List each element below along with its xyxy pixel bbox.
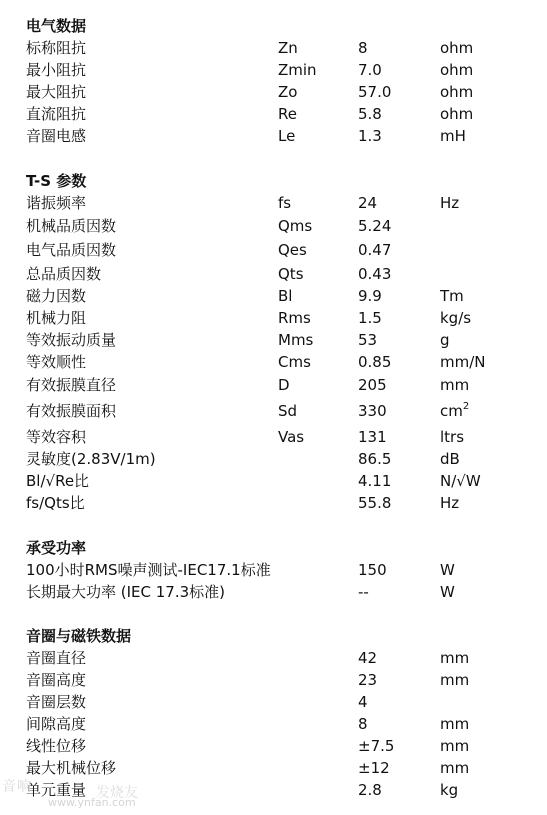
param-name: 单元重量 — [26, 781, 87, 799]
spec-row — [0, 757, 547, 779]
param-unit: mm — [440, 759, 470, 777]
spec-row — [0, 735, 547, 757]
spec-row — [0, 713, 547, 735]
param-unit: ohm — [440, 39, 474, 57]
param-unit: mH — [440, 127, 466, 145]
watermark-site: www.ynfan.com — [48, 796, 136, 809]
param-name: 机械力阻 — [26, 309, 87, 327]
param-name: 间隙高度 — [26, 715, 87, 733]
param-unit: N/√W — [440, 472, 481, 490]
unit-exponent: 2 — [462, 401, 470, 412]
param-symbol: Zo — [278, 83, 298, 101]
param-value: 55.8 — [358, 494, 392, 512]
spec-row — [0, 470, 547, 492]
param-symbol: Zn — [278, 39, 298, 57]
param-value: 330 — [358, 402, 387, 420]
param-unit: ohm — [440, 83, 474, 101]
param-value: 0.47 — [358, 241, 392, 259]
param-unit: kg/s — [440, 309, 472, 327]
param-symbol: Qms — [278, 217, 313, 235]
spec-row — [0, 492, 547, 514]
param-name: 等效容积 — [26, 428, 87, 446]
watermark-left: 音响 — [2, 779, 32, 795]
param-value: -- — [358, 583, 369, 601]
spec-row — [0, 426, 547, 448]
spec-row — [0, 581, 547, 603]
param-name: 磁力因数 — [26, 287, 87, 305]
param-unit: mm — [440, 649, 470, 667]
param-value: 205 — [358, 376, 387, 394]
param-name: 谐振频率 — [26, 194, 87, 212]
param-name: 长期最大功率 (IEC 17.3标准) — [26, 583, 226, 601]
param-value: 2.8 — [358, 781, 382, 799]
param-name: 总品质因数 — [26, 265, 102, 283]
watermark-right: 发烧友 — [96, 785, 138, 801]
spec-row — [0, 103, 547, 125]
param-name: 标称阻抗 — [26, 39, 87, 57]
param-name: 机械品质因数 — [26, 217, 117, 235]
param-value: 131 — [358, 428, 387, 446]
spec-row — [0, 81, 547, 103]
param-symbol: D — [278, 376, 290, 394]
param-value: 5.24 — [358, 217, 392, 235]
section-title-power: 承受功率 — [26, 539, 87, 557]
param-name: fs/Qts比 — [26, 494, 85, 512]
param-name: 等效顺性 — [26, 353, 87, 371]
param-unit: Hz — [440, 494, 460, 512]
param-name: Bl/√Re比 — [26, 472, 90, 490]
spec-row — [0, 559, 547, 581]
param-symbol: Rms — [278, 309, 311, 327]
param-name: 最大阻抗 — [26, 83, 87, 101]
param-name: 线性位移 — [26, 737, 87, 755]
param-name: 有效振膜面积 — [26, 402, 117, 420]
spec-row — [0, 263, 547, 285]
param-value: 5.8 — [358, 105, 382, 123]
param-unit: Tm — [440, 287, 464, 305]
param-symbol: Qes — [278, 241, 307, 259]
param-unit: ohm — [440, 105, 474, 123]
spec-row — [0, 647, 547, 669]
param-symbol: Zmin — [278, 61, 317, 79]
param-value: 7.0 — [358, 61, 382, 79]
param-value: 53 — [358, 331, 378, 349]
param-name: 有效振膜直径 — [26, 376, 117, 394]
param-unit-with-exponent — [440, 400, 469, 422]
param-value: 4 — [358, 693, 368, 711]
param-unit: mm/N — [440, 353, 486, 371]
spec-row — [0, 285, 547, 307]
param-value: 42 — [358, 649, 378, 667]
param-name: 电气品质因数 — [26, 241, 117, 259]
spec-row — [0, 307, 547, 329]
spec-row — [0, 669, 547, 691]
param-value: 9.9 — [358, 287, 382, 305]
param-unit: cm — [440, 402, 463, 420]
param-value: 1.3 — [358, 127, 382, 145]
section-title-ts: T-S 参数 — [26, 172, 87, 190]
param-value: 0.43 — [358, 265, 392, 283]
spec-row — [0, 691, 547, 713]
param-value: 24 — [358, 194, 378, 212]
param-symbol: Vas — [278, 428, 305, 446]
spec-row — [0, 374, 547, 396]
param-value: 23 — [358, 671, 378, 689]
spec-row — [0, 59, 547, 81]
param-symbol: Qts — [278, 265, 304, 283]
param-name: 100小时RMS噪声测试-IEC17.1标准 — [26, 561, 271, 579]
param-value: 4.11 — [358, 472, 392, 490]
param-unit: mm — [440, 737, 470, 755]
param-value: 1.5 — [358, 309, 382, 327]
param-value: ±12 — [358, 759, 390, 777]
spec-row — [0, 329, 547, 351]
param-symbol: Sd — [278, 402, 298, 420]
param-unit: mm — [440, 715, 470, 733]
param-name: 等效振动质量 — [26, 331, 117, 349]
param-unit: g — [440, 331, 450, 349]
param-unit: ltrs — [440, 428, 465, 446]
param-value: 8 — [358, 715, 368, 733]
param-symbol: Bl — [278, 287, 293, 305]
param-name: 直流阻抗 — [26, 105, 87, 123]
spec-row — [0, 239, 547, 261]
param-unit: mm — [440, 376, 470, 394]
param-name: 音圈层数 — [26, 693, 87, 711]
spec-row — [0, 192, 547, 214]
param-symbol: fs — [278, 194, 292, 212]
param-name: 灵敏度(2.83V/1m) — [26, 450, 156, 468]
param-value: 86.5 — [358, 450, 392, 468]
param-unit: mm — [440, 671, 470, 689]
param-unit: Hz — [440, 194, 460, 212]
param-name: 音圈电感 — [26, 127, 87, 145]
param-value: 150 — [358, 561, 387, 579]
param-value: ±7.5 — [358, 737, 395, 755]
spec-row — [0, 400, 547, 422]
param-symbol: Le — [278, 127, 296, 145]
param-unit: kg — [440, 781, 459, 799]
spec-row — [0, 448, 547, 470]
spec-row — [0, 125, 547, 147]
spec-row — [0, 37, 547, 59]
param-unit: dB — [440, 450, 460, 468]
param-unit: W — [440, 561, 455, 579]
param-name: 最大机械位移 — [26, 759, 117, 777]
section-title-electrical: 电气数据 — [26, 17, 87, 35]
section-title-coil-magnet: 音圈与磁铁数据 — [26, 627, 132, 645]
param-symbol: Mms — [278, 331, 314, 349]
spec-row — [0, 351, 547, 373]
param-symbol: Re — [278, 105, 297, 123]
param-name: 最小阻抗 — [26, 61, 87, 79]
param-value: 8 — [358, 39, 368, 57]
param-name: 音圈高度 — [26, 671, 87, 689]
param-value: 57.0 — [358, 83, 392, 101]
param-value: 0.85 — [358, 353, 392, 371]
param-unit: ohm — [440, 61, 474, 79]
param-unit: W — [440, 583, 455, 601]
spec-row — [0, 215, 547, 237]
param-symbol: Cms — [278, 353, 311, 371]
param-name: 音圈直径 — [26, 649, 87, 667]
